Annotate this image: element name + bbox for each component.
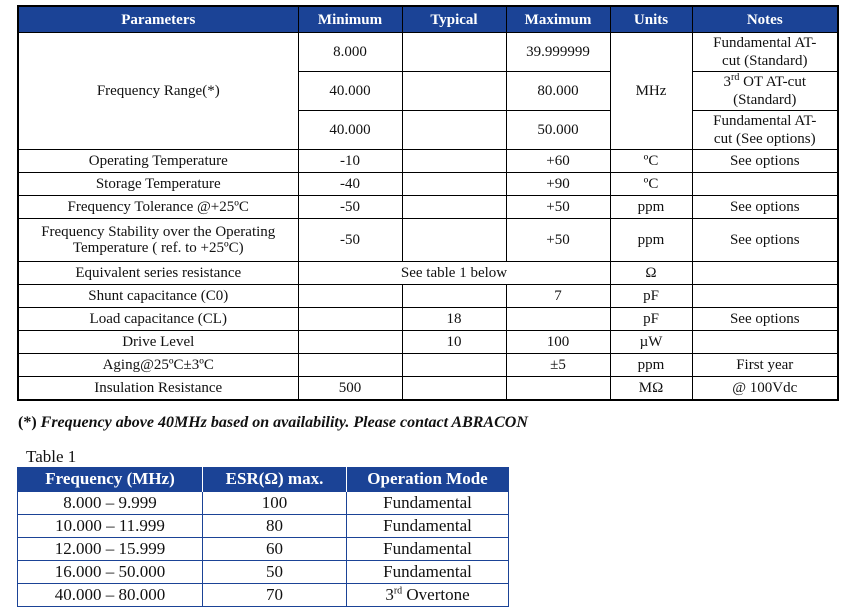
param-cell: Insulation Resistance — [18, 377, 298, 401]
max-cell: 50.000 — [506, 111, 610, 150]
typ-cell — [402, 377, 506, 401]
table-row — [18, 173, 838, 196]
footnote-marker: (*) — [18, 414, 37, 431]
notes-cell: See options — [692, 196, 838, 219]
notes-cell: @ 100Vdc — [692, 377, 838, 401]
mode-superscript: rd — [393, 585, 403, 597]
table-row — [18, 219, 838, 262]
table-row — [18, 377, 838, 401]
header-notes: Notes — [692, 6, 838, 33]
esr-cell: 60 — [203, 538, 347, 561]
table-row — [18, 262, 838, 285]
notes-cell — [692, 331, 838, 354]
note-line: OT AT-cut — [739, 74, 807, 90]
max-cell: +50 — [506, 219, 610, 262]
max-cell: +50 — [506, 196, 610, 219]
footnote-text: Frequency above 40MHz based on availability. Please contact ABRACON — [40, 414, 528, 431]
max-cell: ±5 — [506, 354, 610, 377]
max-cell: 100 — [506, 331, 610, 354]
min-cell: 8.000 — [298, 33, 402, 72]
header-frequency: Frequency (MHz) — [18, 467, 203, 492]
table-row — [18, 150, 838, 173]
min-cell — [298, 331, 402, 354]
notes-cell: See options — [692, 308, 838, 331]
table-row — [18, 538, 509, 561]
merged-value-cell: See table 1 below — [298, 262, 610, 285]
note-prefix: 3 — [723, 74, 731, 90]
unit-cell: µW — [610, 331, 692, 354]
unit-cell: ºC — [610, 150, 692, 173]
esr-cell: 80 — [203, 515, 347, 538]
note-line: Fundamental AT- — [713, 35, 817, 51]
min-cell: -50 — [298, 196, 402, 219]
notes-cell — [692, 72, 838, 111]
min-cell — [298, 285, 402, 308]
mode-cell: Fundamental — [347, 561, 509, 584]
param-cell: Frequency Range(*) — [18, 33, 298, 150]
param-cell: Drive Level — [18, 331, 298, 354]
frequency-cell: 12.000 – 15.999 — [18, 538, 203, 561]
header-operation-mode: Operation Mode — [347, 467, 509, 492]
notes-cell — [692, 33, 838, 72]
unit-cell: ºC — [610, 173, 692, 196]
table-row — [18, 33, 838, 72]
typ-cell — [402, 285, 506, 308]
notes-cell: First year — [692, 354, 838, 377]
typ-cell — [402, 354, 506, 377]
specifications-table — [17, 5, 839, 401]
unit-cell: Ω — [610, 262, 692, 285]
max-cell: 80.000 — [506, 72, 610, 111]
mode-cell: Fundamental — [347, 538, 509, 561]
min-cell — [298, 354, 402, 377]
mode-cell — [347, 584, 509, 607]
availability-footnote — [18, 414, 528, 432]
param-cell: Operating Temperature — [18, 150, 298, 173]
frequency-cell: 16.000 – 50.000 — [18, 561, 203, 584]
header-parameters: Parameters — [18, 6, 298, 33]
table-row — [18, 584, 509, 607]
notes-cell — [692, 285, 838, 308]
table-row — [18, 285, 838, 308]
param-cell — [18, 219, 298, 262]
notes-cell — [692, 173, 838, 196]
esr-cell: 100 — [203, 492, 347, 515]
unit-cell: pF — [610, 308, 692, 331]
notes-cell: See options — [692, 150, 838, 173]
param-cell: Equivalent series resistance — [18, 262, 298, 285]
max-cell: 7 — [506, 285, 610, 308]
typ-cell — [402, 150, 506, 173]
max-cell: +90 — [506, 173, 610, 196]
typ-cell: 18 — [402, 308, 506, 331]
frequency-cell: 8.000 – 9.999 — [18, 492, 203, 515]
unit-cell: MHz — [610, 33, 692, 150]
header-maximum: Maximum — [506, 6, 610, 33]
note-line: Fundamental AT- — [713, 113, 817, 129]
mode-text: Overtone — [402, 585, 470, 604]
note-line: cut (See options) — [713, 131, 816, 147]
typ-cell — [402, 173, 506, 196]
notes-cell — [692, 262, 838, 285]
table-caption: Table 1 — [26, 447, 77, 466]
table-row — [18, 515, 509, 538]
table-row — [18, 354, 838, 377]
table-row — [18, 331, 838, 354]
table-row — [18, 492, 509, 515]
min-cell — [298, 308, 402, 331]
unit-cell: ppm — [610, 219, 692, 262]
param-line: Temperature ( ref. to +25ºC) — [72, 240, 244, 256]
min-cell: -50 — [298, 219, 402, 262]
param-cell: Storage Temperature — [18, 173, 298, 196]
esr-table — [17, 467, 509, 607]
note-line: (Standard) — [733, 92, 797, 108]
header-esr: ESR(Ω) max. — [203, 467, 347, 492]
param-line: Frequency Stability over the Operating — [41, 224, 276, 240]
typ-cell — [402, 33, 506, 72]
note-line: cut (Standard) — [722, 53, 808, 69]
min-cell: 40.000 — [298, 111, 402, 150]
typ-cell — [402, 196, 506, 219]
min-cell: -40 — [298, 173, 402, 196]
param-cell: Shunt capacitance (C0) — [18, 285, 298, 308]
table-header-row — [18, 6, 838, 33]
max-cell: +60 — [506, 150, 610, 173]
frequency-cell: 40.000 – 80.000 — [18, 584, 203, 607]
table-header-row — [18, 467, 509, 492]
unit-cell: ppm — [610, 196, 692, 219]
header-typical: Typical — [402, 6, 506, 33]
typ-cell — [402, 111, 506, 150]
min-cell: 500 — [298, 377, 402, 401]
typ-cell — [402, 72, 506, 111]
param-cell: Load capacitance (CL) — [18, 308, 298, 331]
table-row — [18, 196, 838, 219]
header-units: Units — [610, 6, 692, 33]
table-row — [18, 561, 509, 584]
min-cell: -10 — [298, 150, 402, 173]
typ-cell: 10 — [402, 331, 506, 354]
param-cell: Aging@25ºC±3ºC — [18, 354, 298, 377]
note-superscript: rd — [730, 72, 740, 83]
header-minimum: Minimum — [298, 6, 402, 33]
max-cell — [506, 377, 610, 401]
esr-cell: 70 — [203, 584, 347, 607]
max-cell: 39.999999 — [506, 33, 610, 72]
table-row — [18, 308, 838, 331]
min-cell: 40.000 — [298, 72, 402, 111]
mode-cell: Fundamental — [347, 515, 509, 538]
max-cell — [506, 308, 610, 331]
mode-prefix: 3 — [385, 585, 394, 604]
typ-cell — [402, 219, 506, 262]
frequency-cell: 10.000 – 11.999 — [18, 515, 203, 538]
param-cell: Frequency Tolerance @+25ºC — [18, 196, 298, 219]
esr-cell: 50 — [203, 561, 347, 584]
unit-cell: MΩ — [610, 377, 692, 401]
notes-cell: See options — [692, 219, 838, 262]
unit-cell: ppm — [610, 354, 692, 377]
mode-cell: Fundamental — [347, 492, 509, 515]
notes-cell — [692, 111, 838, 150]
unit-cell: pF — [610, 285, 692, 308]
